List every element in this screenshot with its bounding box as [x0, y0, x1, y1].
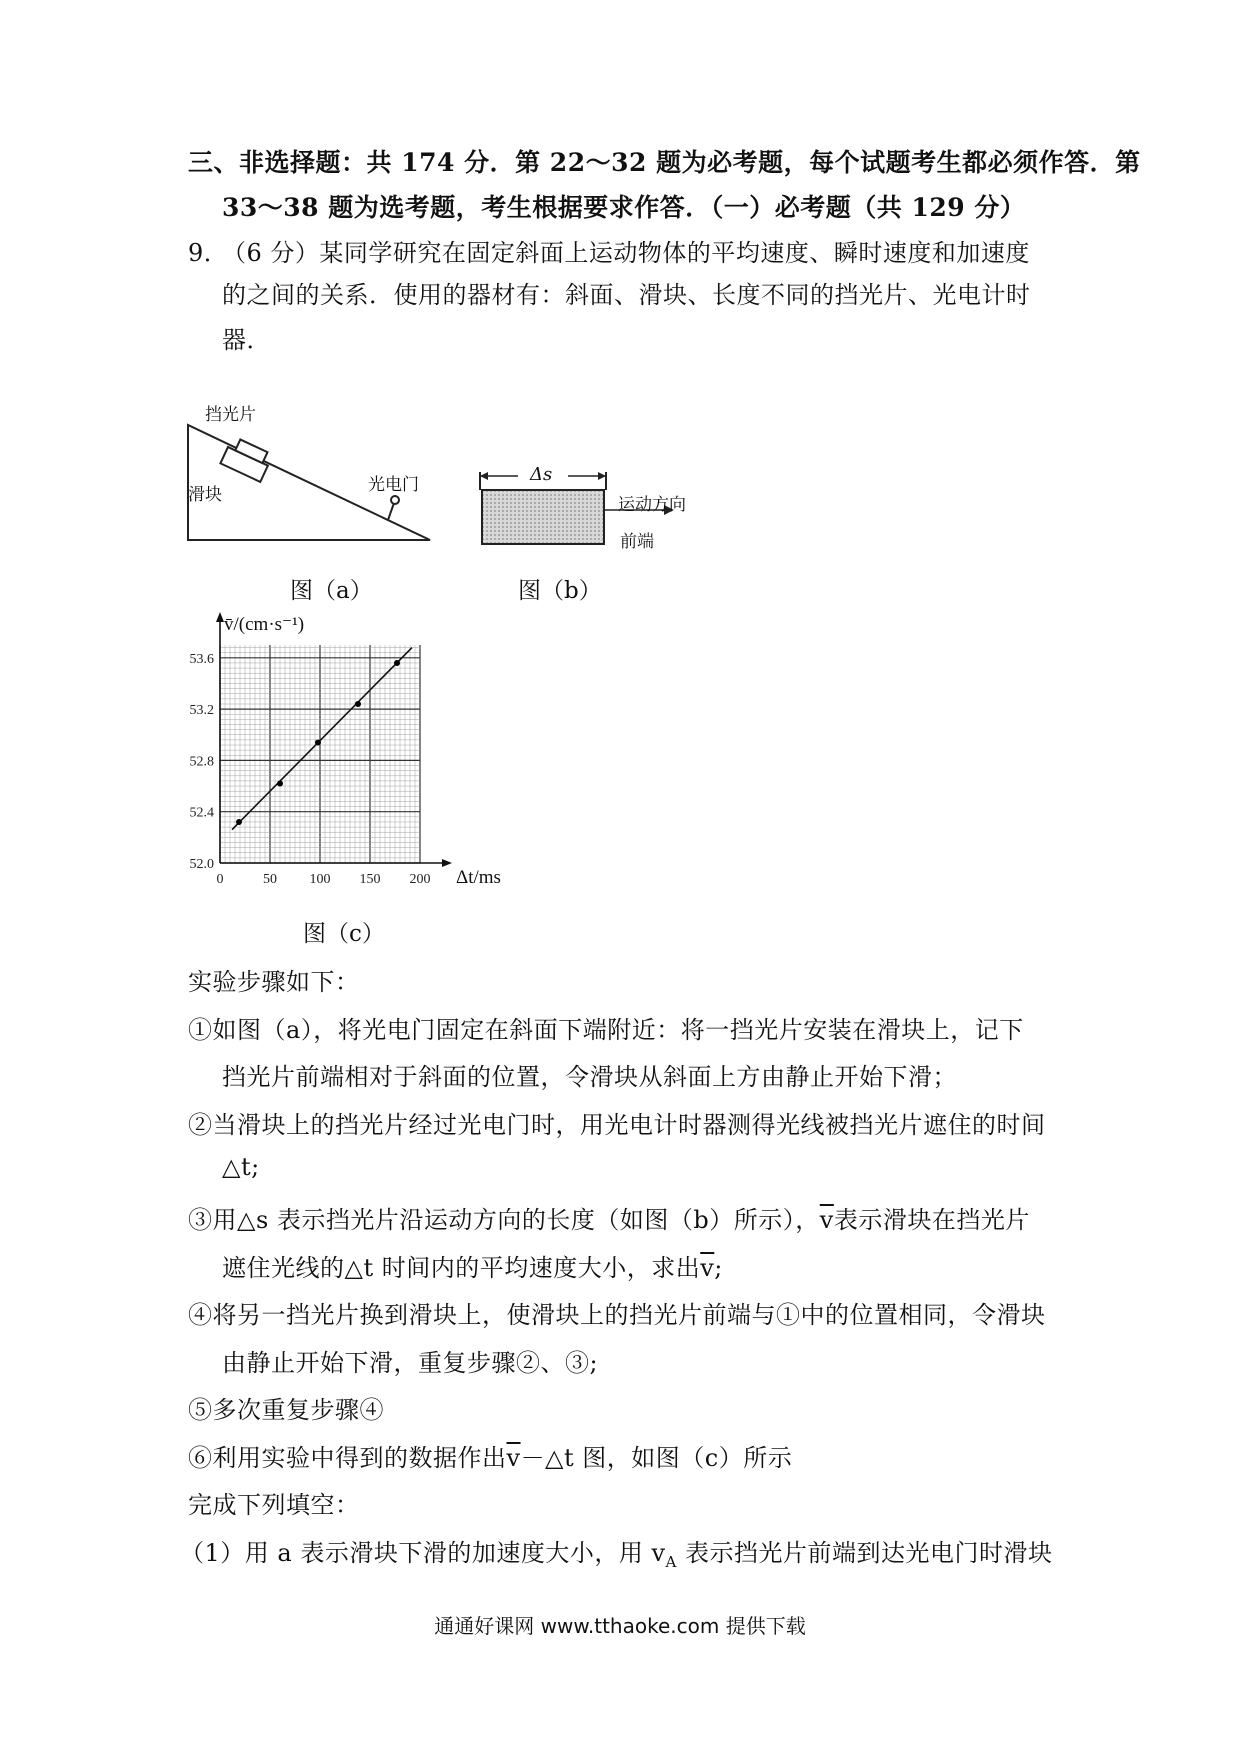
label-delta-s: Δs [530, 464, 553, 485]
x-tick-label: 100 [309, 872, 331, 887]
y-axis-label: v̄/(cm·s⁻¹) [224, 614, 305, 635]
v-bar-symbol: $\overline{v}$ [506, 1444, 521, 1472]
label-motion-direction: 运动方向 [618, 495, 686, 515]
label-light-plate: 挡光片 [205, 405, 256, 425]
step-6-text-a: ⑥利用实验中得到的数据作出 [188, 1444, 507, 1472]
step-3-line2 [222, 1248, 723, 1283]
step-6 [188, 1438, 792, 1473]
label-front-end: 前端 [620, 532, 654, 552]
y-tick-label: 52.8 [189, 754, 214, 770]
figure-b-plate [478, 462, 728, 552]
data-point [355, 701, 361, 707]
data-point [394, 660, 400, 666]
slider-block [220, 436, 273, 482]
steps-intro: 实验步骤如下： [188, 968, 360, 996]
step-2-line1: ②当滑块上的挡光片经过光电门时，用光电计时器测得光线被挡光片遮住的时间 [188, 1111, 1046, 1139]
step-3-text-d: ; [714, 1254, 723, 1282]
y-axis-arrow [216, 612, 224, 622]
figure-b-caption: 图（b） [518, 578, 602, 604]
sub-question-1-text-b: 表示挡光片前端到达光电门时滑块 [676, 1539, 1053, 1567]
x-axis-arrow [442, 859, 452, 867]
photogate-head [391, 496, 399, 504]
y-tick-label: 52.4 [189, 805, 214, 821]
step-4-line1: ④将另一挡光片换到滑块上，使滑块上的挡光片前端与①中的位置相同，令滑块 [188, 1301, 1046, 1329]
x-tick-label: 150 [359, 872, 381, 887]
step-3-line1 [188, 1200, 1030, 1235]
fill-in-intro: 完成下列填空： [188, 1491, 360, 1519]
x-axis-label: Δt/ms [456, 867, 501, 888]
question-line1: （6 分）某同学研究在固定斜面上运动物体的平均速度、瞬时速度和加速度 [222, 239, 1030, 267]
step-1-line1: ①如图（a），将光电门固定在斜面下端附近：将一挡光片安装在滑块上，记下 [188, 1016, 1024, 1044]
x-tick-label: 0 [216, 872, 224, 887]
y-tick-label: 53.2 [189, 703, 214, 719]
y-tick-label: 52.0 [189, 857, 214, 872]
figure-a-caption: 图（a） [290, 578, 373, 604]
sub-question-1 [180, 1533, 1053, 1571]
step-2-line2: △t; [222, 1153, 260, 1181]
section-heading-line1: 三、非选择题：共 174 分．第 22～32 题为必考题，每个试题考生都必须作答．第 [188, 148, 1141, 177]
step-5: ⑤多次重复步骤④ [188, 1396, 384, 1424]
v-bar-symbol: $\overline{v}$ [819, 1206, 834, 1234]
step-1-line2: 挡光片前端相对于斜面的位置，令滑块从斜面上方由静止开始下滑； [222, 1063, 957, 1091]
label-photogate: 光电门 [368, 475, 419, 495]
plate-rect [482, 490, 604, 544]
section-heading-line2: 33～38 题为选考题，考生根据要求作答．（一）必考题（共 129 分） [222, 193, 1026, 222]
figure-c-caption: 图（c） [303, 921, 385, 947]
y-tick-label: 53.6 [189, 651, 214, 667]
subscript-a: A [665, 1552, 677, 1571]
question-number: 9． [188, 239, 229, 267]
step-3-text-c: 遮住光线的△t 时间内的平均速度大小，求出 [222, 1254, 701, 1282]
step-4-line2: 由静止开始下滑，重复步骤②、③; [222, 1349, 599, 1377]
data-point [277, 780, 283, 786]
x-tick-label: 200 [409, 872, 431, 887]
step-6-text-b: －△t 图，如图（c）所示 [520, 1444, 793, 1472]
label-slider: 滑块 [188, 485, 222, 505]
step-3-text-b: 表示滑块在挡光片 [833, 1206, 1030, 1234]
question-line2: 的之间的关系．使用的器材有：斜面、滑块、长度不同的挡光片、光电计时 [222, 281, 1031, 309]
data-point [315, 739, 321, 745]
x-tick-label: 50 [263, 872, 277, 887]
data-point [236, 819, 242, 825]
sub-question-1-text-a: （1）用 a 表示滑块下滑的加速度大小，用 v [180, 1539, 666, 1567]
photogate-post [388, 503, 394, 520]
v-bar-symbol: $\overline{v}$ [700, 1254, 715, 1282]
question-line3: 器． [222, 326, 271, 354]
footer-credit: 通通好课网 www.tthaoke.com 提供下载 [434, 1614, 806, 1638]
step-3-text-a: ③用△s 表示挡光片沿运动方向的长度（如图（b）所示）， [188, 1206, 820, 1234]
figure-c-chart [180, 610, 600, 900]
